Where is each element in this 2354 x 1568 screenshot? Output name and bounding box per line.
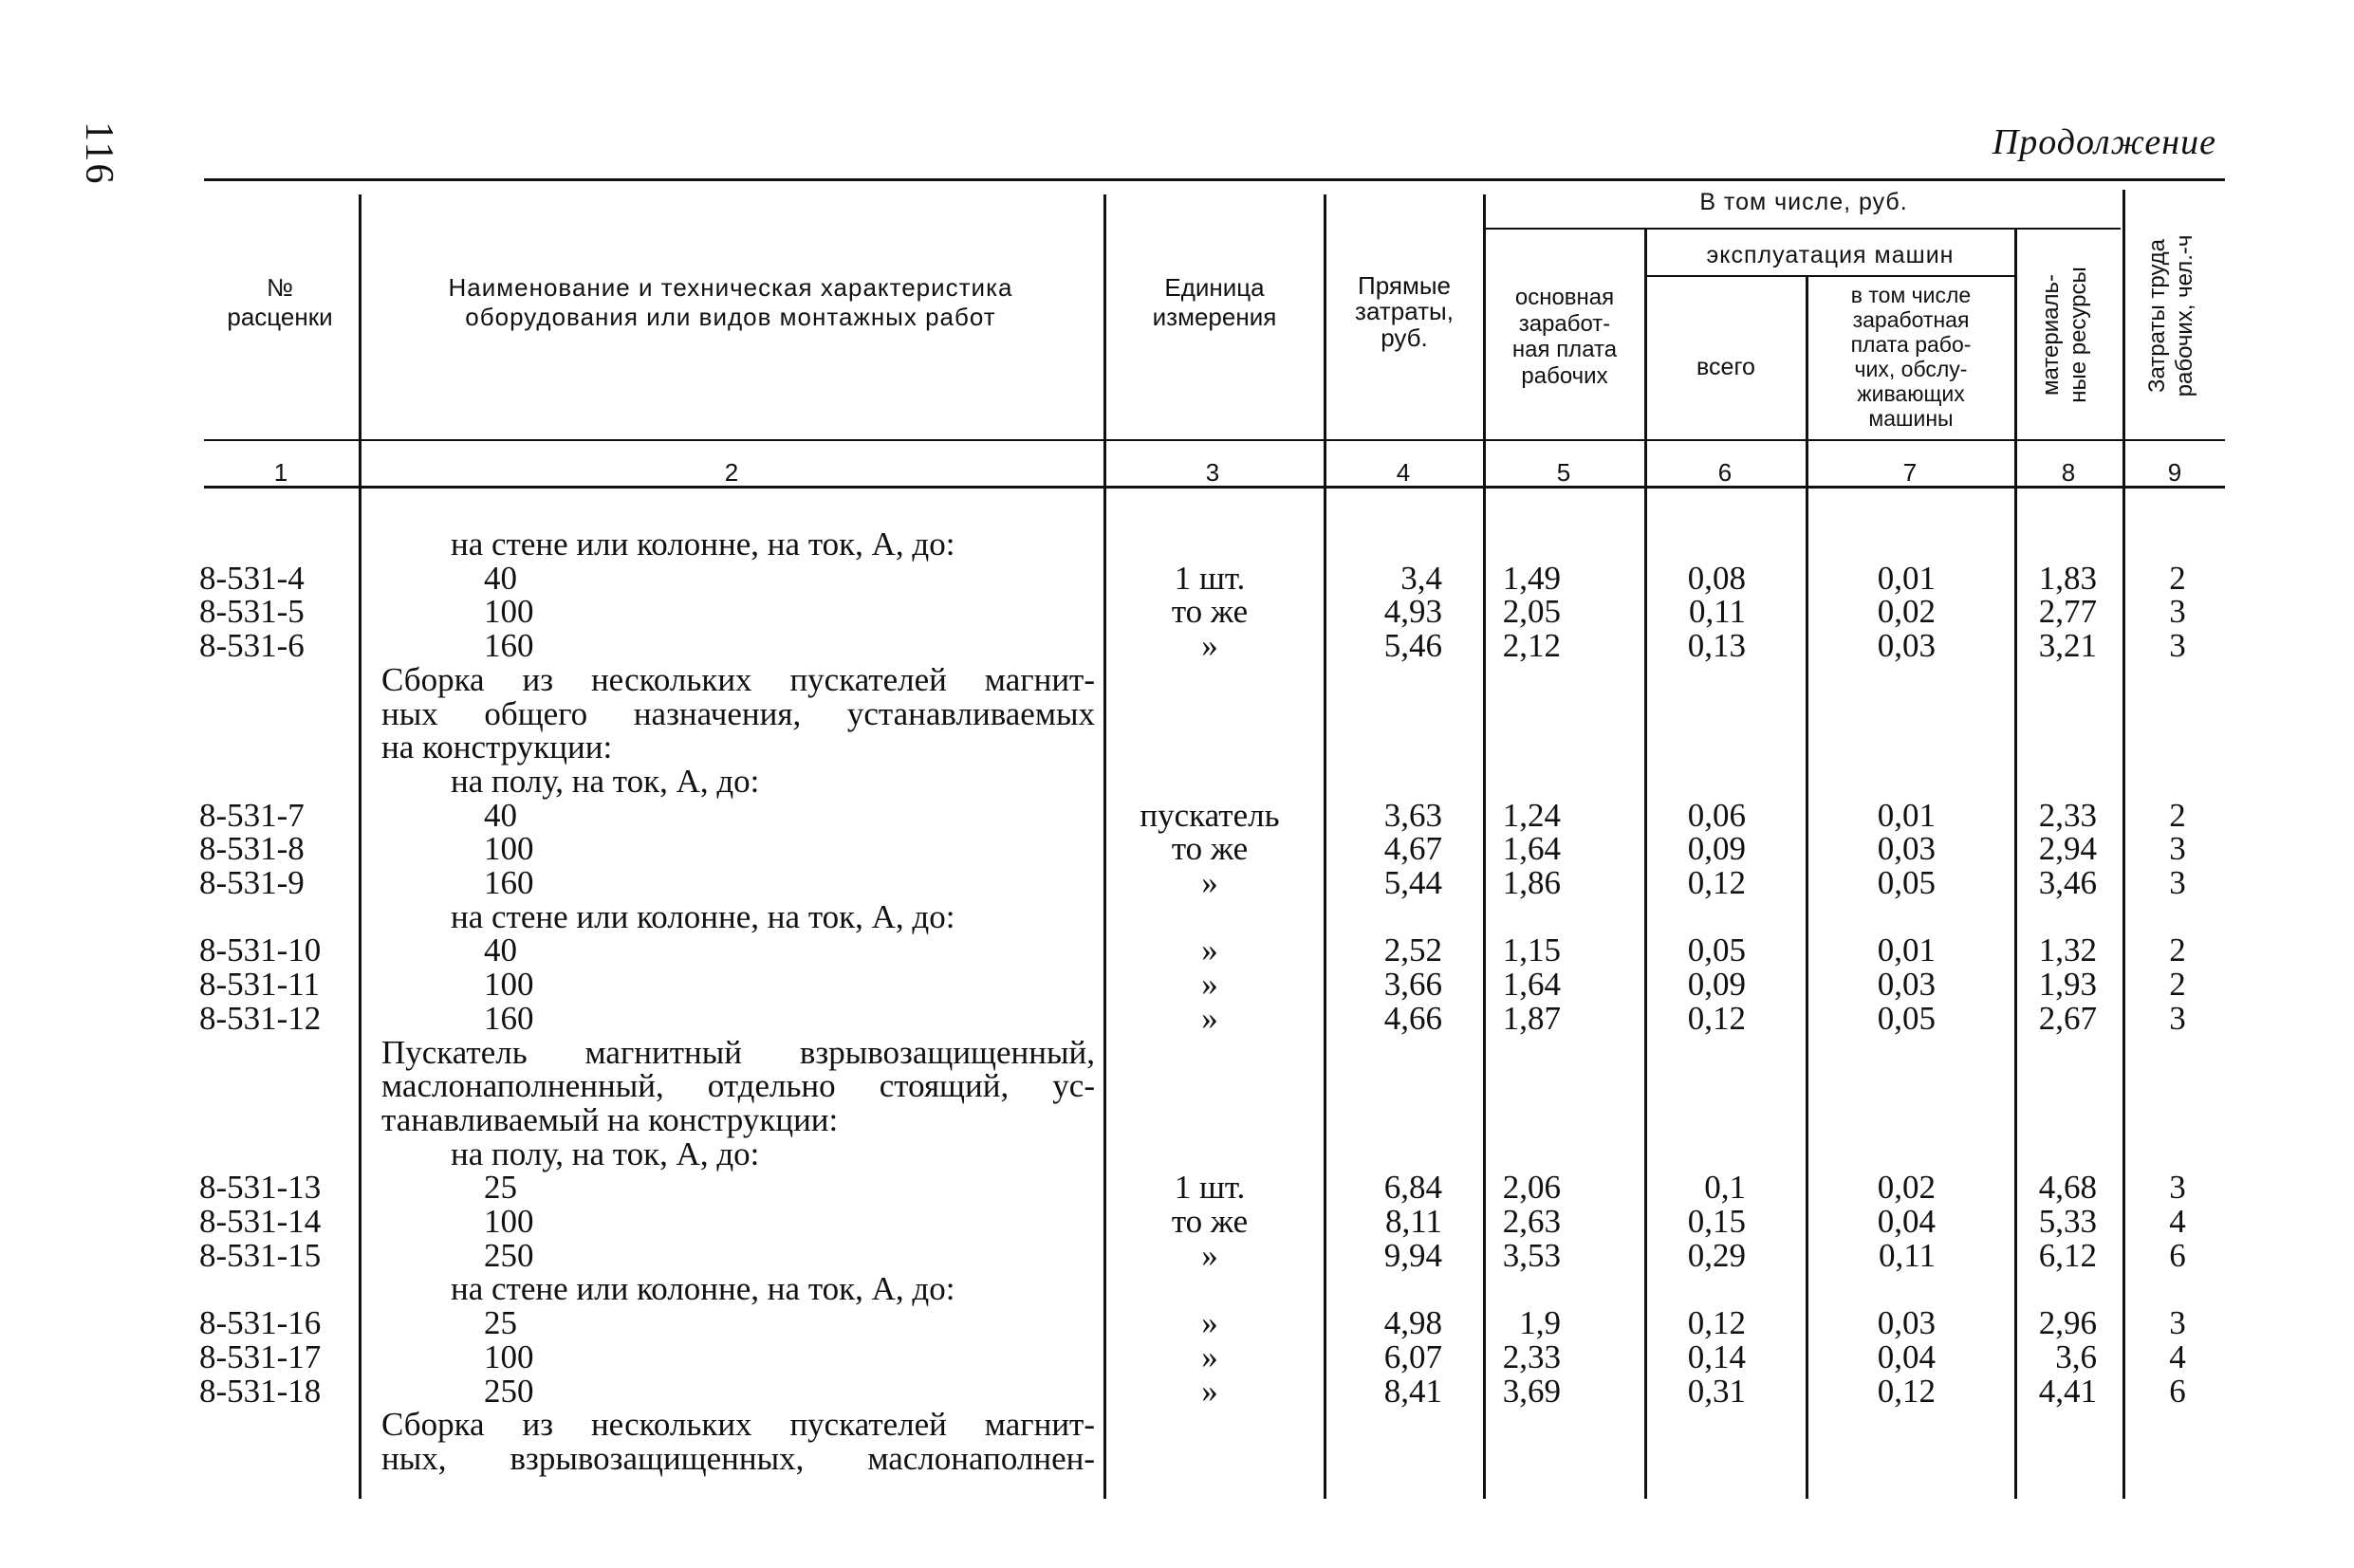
top-rule	[204, 178, 2225, 181]
table-row	[0, 968, 2354, 1002]
col-number-4: 4	[1396, 458, 1411, 487]
direct-costs: 8,41	[1383, 1373, 1442, 1410]
table-row	[0, 1340, 2354, 1374]
base-wages: 2,33	[1502, 1338, 1561, 1375]
labor-hours: 2	[2169, 797, 2186, 834]
subsection-label: на стене или колонне, на ток, А, до:	[451, 898, 955, 935]
labor-hours: 3	[2169, 864, 2186, 901]
machine-operator-wages: 0,03	[1877, 966, 1936, 1003]
machine-operator-wages: 0,02	[1877, 1169, 1936, 1206]
labor-hours: 3	[2169, 593, 2186, 630]
table-row	[0, 832, 2354, 866]
col9-header: Затраты труда рабочих, чел.-ч	[2144, 234, 2197, 397]
base-wages: 1,49	[1502, 560, 1561, 597]
direct-costs: 6,84	[1383, 1169, 1442, 1206]
col-number-3: 3	[1205, 458, 1220, 487]
col-number-7: 7	[1902, 458, 1918, 487]
material-resources: 2,94	[2038, 830, 2097, 867]
col1-header: № расценки	[227, 273, 333, 332]
base-wages: 1,64	[1502, 966, 1561, 1003]
table-row	[0, 1205, 2354, 1239]
direct-costs: 5,46	[1383, 627, 1442, 664]
table-row	[0, 1374, 2354, 1409]
rate-code: 8-531-6	[199, 627, 305, 664]
section-row	[0, 663, 2354, 697]
table-row	[0, 933, 2354, 968]
material-resources: 2,67	[2038, 1000, 2097, 1037]
material-resources: 5,33	[2038, 1203, 2097, 1240]
current-value: 160	[484, 864, 534, 901]
current-value: 100	[484, 830, 534, 867]
direct-costs: 4,67	[1383, 830, 1442, 867]
machine-operation-total: 0,15	[1687, 1203, 1746, 1240]
table-row	[0, 1239, 2354, 1273]
table-row	[0, 1306, 2354, 1340]
col-number-8: 8	[2061, 458, 2076, 487]
col-number-9: 9	[2167, 458, 2182, 487]
base-wages: 3,69	[1502, 1373, 1561, 1410]
unit-of-measure: 1 шт.	[1174, 1169, 1246, 1206]
machine-operation-total: 0,1	[1704, 1169, 1746, 1206]
direct-costs: 3,63	[1383, 797, 1442, 834]
current-value: 40	[484, 932, 517, 968]
rate-code: 8-531-11	[199, 966, 321, 1003]
labor-hours: 6	[2169, 1237, 2186, 1274]
unit-of-measure: »	[1201, 1304, 1218, 1341]
machine-operation-total: 0,12	[1687, 864, 1746, 901]
base-wages: 2,12	[1502, 627, 1561, 664]
current-value: 250	[484, 1237, 534, 1274]
rate-code: 8-531-15	[199, 1237, 322, 1274]
direct-costs: 5,44	[1383, 864, 1442, 901]
table-row	[0, 866, 2354, 900]
machine-operator-wages: 0,01	[1877, 560, 1936, 597]
labor-hours: 4	[2169, 1338, 2186, 1375]
col4-header: Прямые затраты, руб.	[1355, 271, 1454, 352]
material-resources: 6,12	[2038, 1237, 2097, 1274]
section-row	[0, 1442, 2354, 1476]
machine-operator-wages: 0,02	[1877, 593, 1936, 630]
unit-of-measure: то же	[1171, 593, 1249, 630]
direct-costs: 4,98	[1383, 1304, 1442, 1341]
machine-operator-wages: 0,04	[1877, 1338, 1936, 1375]
direct-costs: 3,66	[1383, 966, 1442, 1003]
section-row	[0, 1103, 2354, 1137]
machine-operation-total: 0,29	[1687, 1237, 1746, 1274]
labor-hours: 3	[2169, 627, 2186, 664]
material-resources: 3,21	[2038, 627, 2097, 664]
rate-code: 8-531-13	[199, 1169, 322, 1206]
current-value: 25	[484, 1169, 517, 1206]
machine-operator-wages: 0,03	[1877, 830, 1936, 867]
subsection-row	[0, 527, 2354, 562]
current-value: 25	[484, 1304, 517, 1341]
current-value: 160	[484, 627, 534, 664]
base-wages: 3,53	[1502, 1237, 1561, 1274]
base-wages: 1,9	[1519, 1304, 1561, 1341]
section-text: Пускатель магнитный взрывозащищенный,	[381, 1034, 1095, 1071]
material-resources: 3,46	[2038, 864, 2097, 901]
subsection-label: на полу, на ток, А, до:	[451, 763, 760, 800]
material-resources: 3,6	[2055, 1338, 2097, 1375]
current-value: 160	[484, 1000, 534, 1037]
machine-operator-wages: 0,05	[1877, 1000, 1936, 1037]
machine-operation-total: 0,09	[1687, 966, 1746, 1003]
col6-header: всего	[1696, 354, 1755, 380]
current-value: 40	[484, 560, 517, 597]
machine-operation-total: 0,14	[1687, 1338, 1746, 1375]
table-row	[0, 595, 2354, 629]
subsection-label: на стене или колонне, на ток, А, до:	[451, 526, 955, 563]
labor-hours: 3	[2169, 1169, 2186, 1206]
unit-of-measure: то же	[1171, 1203, 1249, 1240]
labor-hours: 3	[2169, 1000, 2186, 1037]
table-row	[0, 629, 2354, 663]
material-resources: 1,93	[2038, 966, 2097, 1003]
current-value: 100	[484, 593, 534, 630]
subsection-label: на полу, на ток, А, до:	[451, 1135, 760, 1172]
labor-hours: 2	[2169, 966, 2186, 1003]
rate-code: 8-531-9	[199, 864, 305, 901]
section-row	[0, 730, 2354, 765]
base-wages: 1,64	[1502, 830, 1561, 867]
machine-operation-total: 0,05	[1687, 932, 1746, 968]
material-resources: 1,83	[2038, 560, 2097, 597]
col7-header: в том числе заработная плата рабо- чих, обслу- живающих машины	[1850, 283, 1972, 431]
direct-costs: 6,07	[1383, 1338, 1442, 1375]
rate-code: 8-531-12	[199, 1000, 322, 1037]
table-row	[0, 562, 2354, 596]
col-number-1: 1	[273, 458, 288, 487]
current-value: 40	[484, 797, 517, 834]
labor-hours: 6	[2169, 1373, 2186, 1410]
col8-header: материаль- ные ресурсы	[2038, 267, 2091, 403]
group-header: В том числе, руб.	[1699, 189, 1908, 215]
direct-costs: 9,94	[1383, 1237, 1442, 1274]
group-rule	[1485, 228, 2121, 230]
material-resources: 2,33	[2038, 797, 2097, 834]
machine-operation-total: 0,06	[1687, 797, 1746, 834]
section-text: на конструкции:	[381, 729, 613, 766]
material-resources: 2,96	[2038, 1304, 2097, 1341]
direct-costs: 2,52	[1383, 932, 1442, 968]
col3-header: Единица измерения	[1152, 273, 1277, 332]
machine-operation-total: 0,12	[1687, 1304, 1746, 1341]
material-resources: 1,32	[2038, 932, 2097, 968]
unit-of-measure: »	[1201, 864, 1218, 901]
section-text: ных, взрывозащищенных, маслонаполнен-	[381, 1440, 1095, 1477]
machine-operation-total: 0,11	[1689, 593, 1746, 630]
unit-of-measure: то же	[1171, 830, 1249, 867]
unit-of-measure: »	[1201, 966, 1218, 1003]
current-value: 100	[484, 1338, 534, 1375]
labor-hours: 3	[2169, 830, 2186, 867]
labor-hours: 2	[2169, 932, 2186, 968]
machine-operator-wages: 0,03	[1877, 627, 1936, 664]
current-value: 250	[484, 1373, 534, 1410]
machine-operation-total: 0,09	[1687, 830, 1746, 867]
continuation-label: Продолжение	[1992, 122, 2216, 162]
base-wages: 1,87	[1502, 1000, 1561, 1037]
unit-of-measure: »	[1201, 1237, 1218, 1274]
subsection-row	[0, 1137, 2354, 1171]
table-row	[0, 799, 2354, 833]
machine-operator-wages: 0,04	[1877, 1203, 1936, 1240]
base-wages: 2,06	[1502, 1169, 1561, 1206]
machine-operator-wages: 0,03	[1877, 1304, 1936, 1341]
unit-of-measure: »	[1201, 1373, 1218, 1410]
machines-rule	[1646, 275, 2016, 277]
base-wages: 1,24	[1502, 797, 1561, 834]
section-text: ных общего назначения, устанавливаемых	[381, 695, 1095, 732]
unit-of-measure: »	[1201, 932, 1218, 968]
section-row	[0, 697, 2354, 731]
section-text: Сборка из нескольких пускателей магнит-	[381, 1406, 1095, 1443]
machine-operator-wages: 0,05	[1877, 864, 1936, 901]
rate-code: 8-531-8	[199, 830, 305, 867]
subsection-row	[0, 900, 2354, 934]
base-wages: 2,63	[1502, 1203, 1561, 1240]
rate-code: 8-531-16	[199, 1304, 322, 1341]
table-row	[0, 1002, 2354, 1036]
section-text: маслонаполненный, отдельно стоящий, ус-	[381, 1067, 1095, 1104]
section-text: Сборка из нескольких пускателей магнит-	[381, 661, 1095, 698]
rate-code: 8-531-10	[199, 932, 322, 968]
labor-hours: 3	[2169, 1304, 2186, 1341]
labor-hours: 4	[2169, 1203, 2186, 1240]
col-number-5: 5	[1556, 458, 1571, 487]
base-wages: 1,15	[1502, 932, 1561, 968]
material-resources: 2,77	[2038, 593, 2097, 630]
rate-code: 8-531-7	[199, 797, 305, 834]
base-wages: 2,05	[1502, 593, 1561, 630]
machine-operation-total: 0,13	[1687, 627, 1746, 664]
rate-code: 8-531-18	[199, 1373, 322, 1410]
rate-code: 8-531-14	[199, 1203, 322, 1240]
unit-of-measure: »	[1201, 1338, 1218, 1375]
rate-code: 8-531-5	[199, 593, 305, 630]
direct-costs: 4,66	[1383, 1000, 1442, 1037]
header-bottom-rule	[204, 439, 2225, 441]
machine-operator-wages: 0,01	[1877, 797, 1936, 834]
machine-operation-total: 0,12	[1687, 1000, 1746, 1037]
base-wages: 1,86	[1502, 864, 1561, 901]
machine-operator-wages: 0,01	[1877, 932, 1936, 968]
machine-operation-total: 0,08	[1687, 560, 1746, 597]
unit-of-measure: 1 шт.	[1174, 560, 1246, 597]
unit-of-measure: пускатель	[1140, 797, 1280, 834]
table-row	[0, 1171, 2354, 1205]
section-row	[0, 1036, 2354, 1070]
direct-costs: 8,11	[1385, 1203, 1442, 1240]
col-number-2: 2	[724, 458, 739, 487]
unit-of-measure: »	[1201, 1000, 1218, 1037]
direct-costs: 3,4	[1400, 560, 1442, 597]
subsection-row	[0, 1272, 2354, 1306]
material-resources: 4,41	[2038, 1373, 2097, 1410]
current-value: 100	[484, 966, 534, 1003]
section-text: танавливаемый на конструкции:	[381, 1101, 839, 1138]
current-value: 100	[484, 1203, 534, 1240]
rate-code: 8-531-17	[199, 1338, 322, 1375]
subsection-row	[0, 765, 2354, 799]
col5-header: основная заработ- ная плата рабочих	[1511, 285, 1618, 389]
labor-hours: 2	[2169, 560, 2186, 597]
subsection-label: на стене или колонне, на ток, А, до:	[451, 1270, 955, 1307]
material-resources: 4,68	[2038, 1169, 2097, 1206]
machine-operation-total: 0,31	[1687, 1373, 1746, 1410]
direct-costs: 4,93	[1383, 593, 1442, 630]
machine-operator-wages: 0,11	[1879, 1237, 1936, 1274]
page-number: 116	[77, 121, 120, 186]
section-row	[0, 1069, 2354, 1103]
machine-operator-wages: 0,12	[1877, 1373, 1936, 1410]
col-number-6: 6	[1717, 458, 1733, 487]
machines-header: эксплуатация машин	[1706, 242, 1955, 268]
section-row	[0, 1408, 2354, 1442]
unit-of-measure: »	[1201, 627, 1218, 664]
col2-header: Наименование и техническая характеристика оборудования или видов монтажных работ	[448, 273, 1013, 332]
rate-code: 8-531-4	[199, 560, 305, 597]
